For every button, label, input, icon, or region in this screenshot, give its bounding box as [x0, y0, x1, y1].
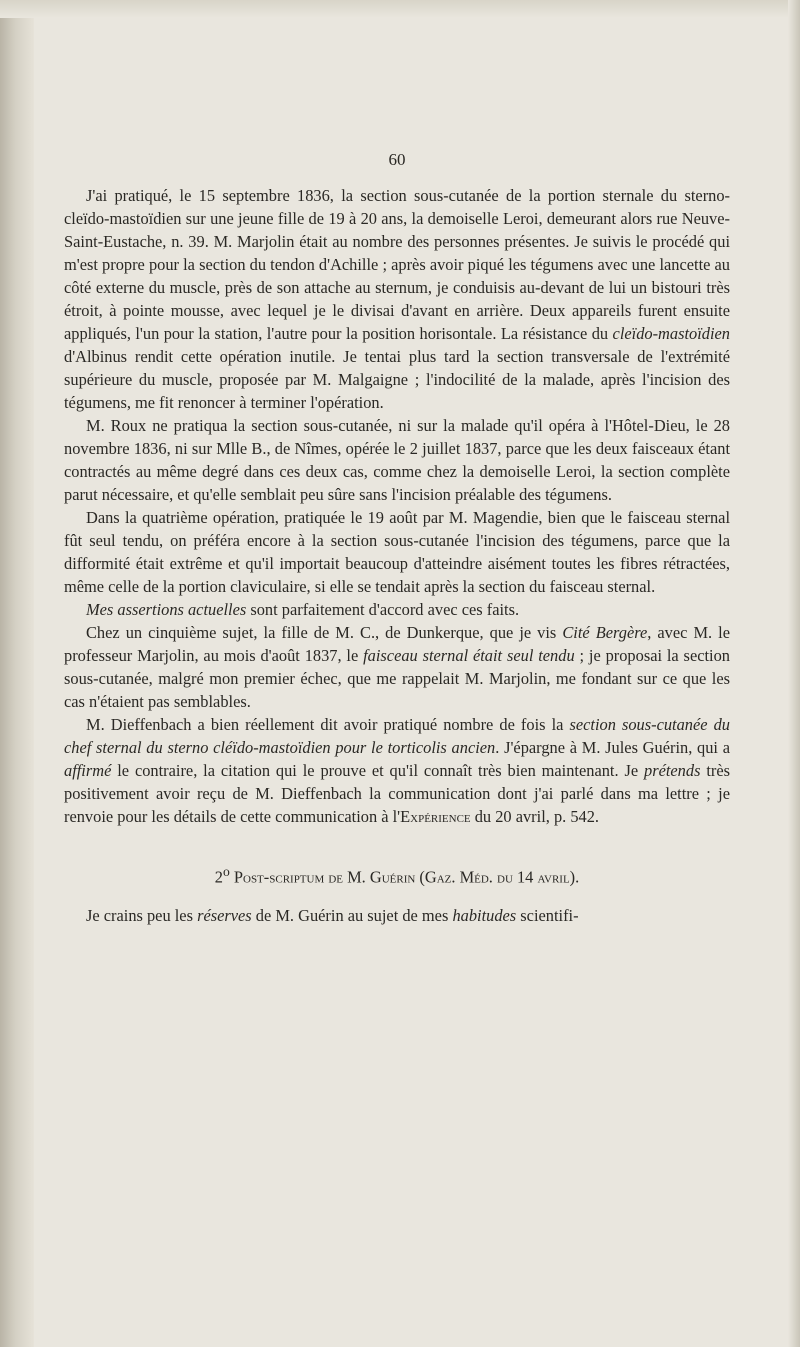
- text-run: d'Albinus rendit cette opération inutile. Je tentai plus tard la section transversale de l'extrémité supérieure du muscle, proposée par M. Malgaigne ; l'indocilité de la malade, après l'incision des tégumens, me fit renoncer à terminer l'opération.: [64, 347, 730, 412]
- text-run: Chez un cinquième sujet, la fille de M. C., de Dunkerque, que je vis: [86, 623, 563, 642]
- text-run: sont parfaitement d'accord avec ces faits.: [246, 600, 520, 619]
- italic-run: affirmé: [64, 761, 112, 780]
- italic-run: Mes assertions actuelles: [86, 600, 247, 619]
- body-text: [64, 184, 730, 828]
- paragraph-1: [64, 184, 730, 414]
- postscript-heading: [64, 860, 730, 888]
- text-run: de M. Guérin au sujet de mes: [251, 906, 453, 926]
- page-number: 60: [388, 150, 406, 169]
- paragraph-6: [64, 713, 730, 828]
- document-page: [64, 150, 730, 927]
- text-run: ; je proposai la section sous-cutanée, malgré mon premier échec, que me rappelait M. Marjolin, me fondant sur ce que les cas n'étaient pas semblables.: [64, 646, 730, 711]
- text-run: Je crains peu les: [86, 906, 198, 926]
- text-run: du 20 avril, p. 542.: [470, 807, 600, 826]
- paragraph-4: [64, 598, 730, 621]
- small-caps-run: Post-scriptum de M. Guérin (Gaz. Méd. du 14 avril).: [229, 867, 580, 887]
- paragraph-2: [64, 414, 730, 506]
- text-run: M. Dieffenbach a bien réellement dit avoir pratiqué nombre de fois la: [86, 715, 570, 734]
- italic-run: Cité Bergère: [562, 623, 648, 642]
- postscript-title: [230, 867, 579, 886]
- scan-edge-right: [788, 0, 800, 1347]
- italic-run: cleïdo-mastoïdien: [612, 324, 730, 343]
- scan-edge-top: [0, 0, 800, 18]
- scan-edge-left: [0, 0, 34, 1347]
- text-run: Dans la quatrième opération, pratiquée le 19 août par M. Magendie, bien que le faisceau sternal fût seul tendu, on préféra encore à la section sous-cutanée l'incision des tégumens, parce que la difformité était extrême et qu'il importait beaucoup d'atteindre aisément toutes les fibres rétractées, même celle de la portion claviculaire, si elle se tendait après la section du faisceau sternal.: [64, 508, 730, 596]
- text-run: le contraire, la citation qui le prouve et qu'il connaît très bien maintenant. Je: [111, 761, 644, 780]
- text-run: J'ai pratiqué, le 15 septembre 1836, la section sous-cutanée de la portion sternale du sterno-cleïdo-mastoïdien sur une jeune fille de 19 à 20 ans, la demoiselle Leroi, demeurant alors rue Neuve-Saint-Eustache, n. 39. M. Marjolin était au nombre des personnes présentes. Je suivis le procédé qui m'est propre pour la section du tendon d'Achille ; après avoir piqué les tégumens avec une lancette au côté externe du muscle, près de son attache au sternum, je conduisis au-devant de lui un bistouri très étroit, à pointe mousse, avec lequel je le divisai d'avant en arrière. Deux appareils furent ensuite appliqués, l'un pour la station, l'autre pour la position horisontale. La résistance du: [64, 186, 730, 343]
- final-paragraph: [64, 904, 730, 927]
- text-run: très positivement avoir reçu de M. Dieffenbach la communication dont j'ai parlé dans ma lettre ; je renvoie pour les détails de cette communication à l': [64, 761, 730, 826]
- small-caps-run: Expérience: [400, 807, 471, 826]
- italic-run: section sous-cutanée du chef sternal du sterno cléïdo-mastoïdien pour le torticolis ancien: [64, 715, 730, 757]
- postscript-ordinal: o: [222, 864, 230, 879]
- italic-run: faisceau sternal était seul tendu: [363, 646, 575, 665]
- italic-run: prétends: [644, 761, 701, 780]
- text-run: M. Roux ne pratiqua la section sous-cutanée, ni sur la malade qu'il opéra à l'Hôtel-Dieu, le 28 novembre 1836, ni sur Mlle B., de Nîmes, opérée le 2 juillet 1837, parce que les deux faisceaux étant contractés au même degré dans ces deux cas, comme chez la demoiselle Leroi, la section complète parut nécessaire, et qu'elle semblait peu sûre sans l'incision préalable des tégumens.: [64, 416, 730, 504]
- text-run: scientifi-: [516, 906, 579, 926]
- paragraph-5: [64, 621, 730, 713]
- paragraph-3: [64, 506, 730, 598]
- text-run: . J'épargne à M. Jules Guérin, qui a: [495, 738, 731, 757]
- text-run: , avec M. le professeur Marjolin, au mois d'août 1837, le: [64, 623, 730, 665]
- italic-run: habitudes: [452, 906, 517, 926]
- italic-run: réserves: [197, 906, 252, 926]
- postscript-number: 2: [214, 867, 223, 887]
